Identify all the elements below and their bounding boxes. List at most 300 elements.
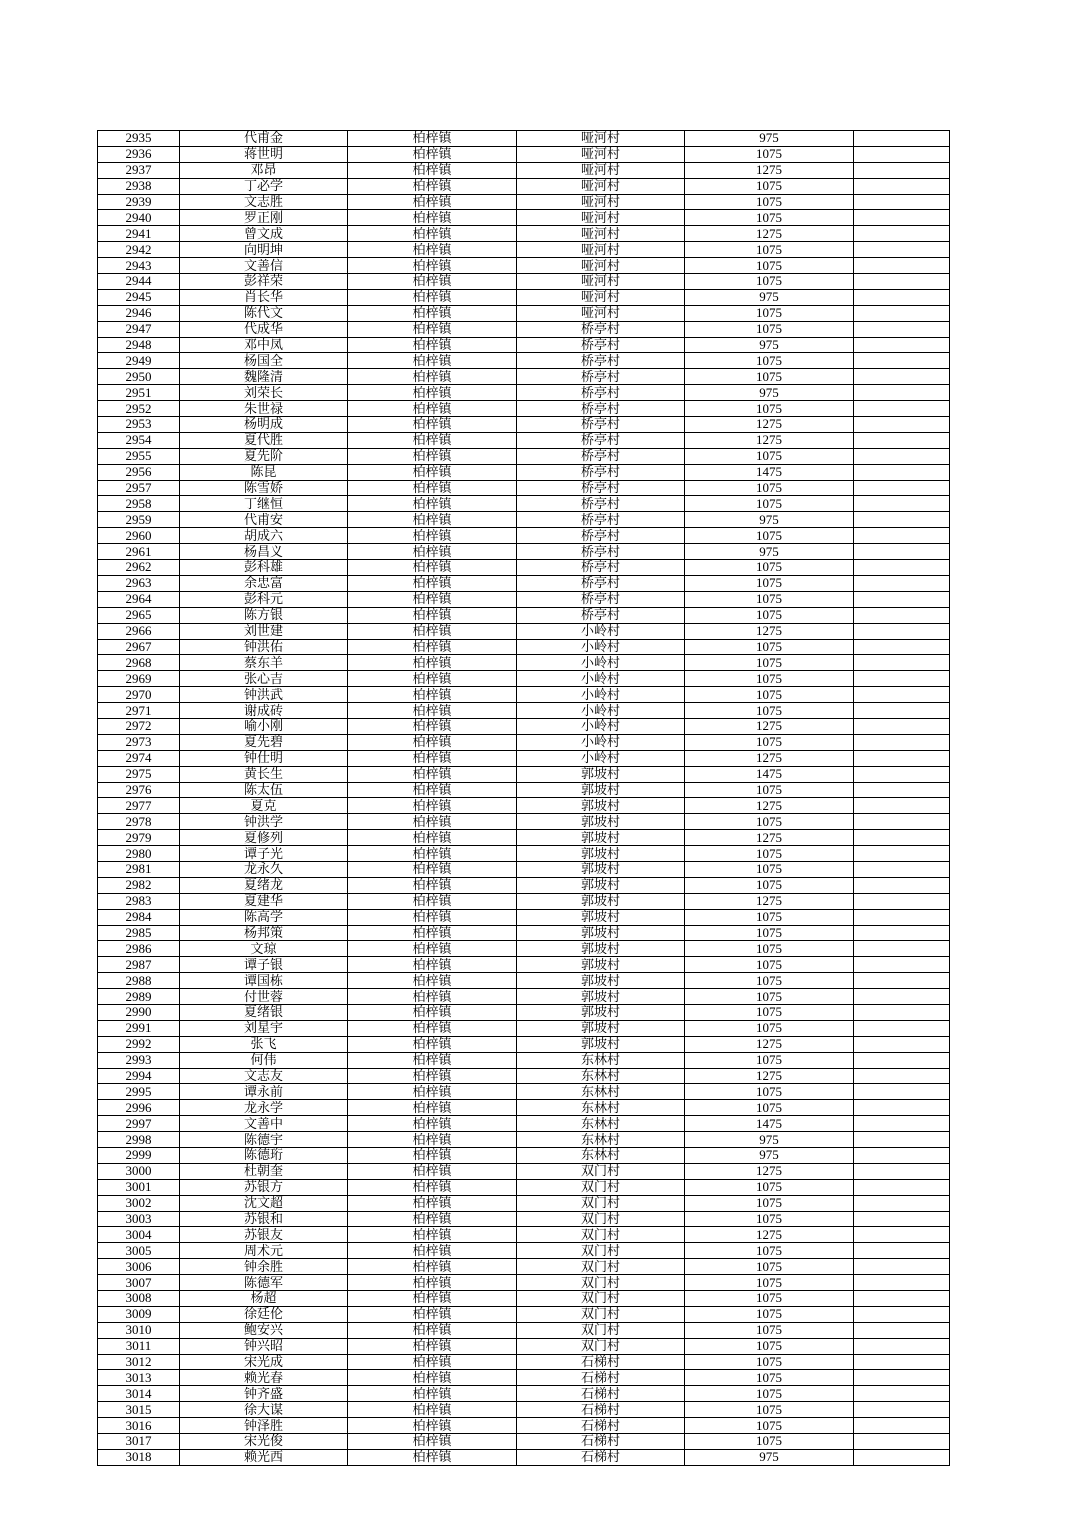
village-cell: 桥亭村	[517, 480, 685, 496]
row-number-cell: 2947	[98, 321, 180, 337]
table-row	[98, 1243, 950, 1259]
village-cell: 郭坡村	[517, 925, 685, 941]
remark-cell	[854, 1322, 950, 1338]
village-cell: 郭坡村	[517, 830, 685, 846]
row-number-cell: 2961	[98, 544, 180, 560]
table-row	[98, 925, 950, 941]
row-number-cell: 2993	[98, 1052, 180, 1068]
row-number-cell: 2992	[98, 1036, 180, 1052]
remark-cell	[854, 1052, 950, 1068]
town-cell: 柏梓镇	[348, 861, 517, 877]
remark-cell	[854, 512, 950, 528]
remark-cell	[854, 464, 950, 480]
remark-cell	[854, 353, 950, 369]
row-number-cell: 2966	[98, 623, 180, 639]
row-number-cell: 2980	[98, 846, 180, 862]
amount-cell: 1275	[685, 1068, 854, 1084]
row-number-cell: 2962	[98, 560, 180, 576]
amount-cell: 1075	[685, 305, 854, 321]
name-cell: 陈高学	[180, 909, 348, 925]
row-number-cell: 3008	[98, 1291, 180, 1307]
row-number-cell: 2954	[98, 432, 180, 448]
village-cell: 双门村	[517, 1338, 685, 1354]
amount-cell: 1275	[685, 893, 854, 909]
name-cell: 谭子银	[180, 957, 348, 973]
table-row	[98, 321, 950, 337]
remark-cell	[854, 194, 950, 210]
name-cell: 代甫金	[180, 131, 348, 147]
row-number-cell: 2940	[98, 210, 180, 226]
amount-cell: 1075	[685, 274, 854, 290]
village-cell: 哑河村	[517, 258, 685, 274]
remark-cell	[854, 1020, 950, 1036]
row-number-cell: 2952	[98, 401, 180, 417]
table-row	[98, 1116, 950, 1132]
name-cell: 苏银和	[180, 1211, 348, 1227]
table-row	[98, 544, 950, 560]
village-cell: 桥亭村	[517, 464, 685, 480]
town-cell: 柏梓镇	[348, 1227, 517, 1243]
village-cell: 桥亭村	[517, 496, 685, 512]
remark-cell	[854, 623, 950, 639]
village-cell: 桥亭村	[517, 448, 685, 464]
amount-cell: 1075	[685, 575, 854, 591]
row-number-cell: 2975	[98, 766, 180, 782]
remark-cell	[854, 305, 950, 321]
remark-cell	[854, 1084, 950, 1100]
row-number-cell: 3015	[98, 1402, 180, 1418]
name-cell: 夏代胜	[180, 432, 348, 448]
table-row	[98, 1020, 950, 1036]
table-row	[98, 687, 950, 703]
table-row	[98, 512, 950, 528]
village-cell: 小岭村	[517, 671, 685, 687]
table-row	[98, 353, 950, 369]
village-cell: 石梯村	[517, 1434, 685, 1450]
row-number-cell: 2999	[98, 1148, 180, 1164]
village-cell: 双门村	[517, 1306, 685, 1322]
table-row	[98, 1338, 950, 1354]
amount-cell: 1475	[685, 464, 854, 480]
amount-cell: 1075	[685, 846, 854, 862]
amount-cell: 1075	[685, 1275, 854, 1291]
table-row	[98, 432, 950, 448]
town-cell: 柏梓镇	[348, 1211, 517, 1227]
name-cell: 文善中	[180, 1116, 348, 1132]
town-cell: 柏梓镇	[348, 703, 517, 719]
village-cell: 哑河村	[517, 131, 685, 147]
name-cell: 付世蓉	[180, 989, 348, 1005]
row-number-cell: 2976	[98, 782, 180, 798]
name-cell: 曾文成	[180, 226, 348, 242]
remark-cell	[854, 846, 950, 862]
name-cell: 肖长华	[180, 289, 348, 305]
town-cell: 柏梓镇	[348, 1338, 517, 1354]
amount-cell: 1275	[685, 798, 854, 814]
row-number-cell: 2987	[98, 957, 180, 973]
town-cell: 柏梓镇	[348, 1116, 517, 1132]
table-row	[98, 1084, 950, 1100]
village-cell: 双门村	[517, 1227, 685, 1243]
table-row	[98, 1291, 950, 1307]
town-cell: 柏梓镇	[348, 925, 517, 941]
name-cell: 张飞	[180, 1036, 348, 1052]
remark-cell	[854, 718, 950, 734]
table-row	[98, 591, 950, 607]
remark-cell	[854, 369, 950, 385]
row-number-cell: 2958	[98, 496, 180, 512]
remark-cell	[854, 1132, 950, 1148]
row-number-cell: 2997	[98, 1116, 180, 1132]
remark-cell	[854, 909, 950, 925]
town-cell: 柏梓镇	[348, 353, 517, 369]
name-cell: 黄长生	[180, 766, 348, 782]
row-number-cell: 2971	[98, 703, 180, 719]
village-cell: 郭坡村	[517, 766, 685, 782]
amount-cell: 1075	[685, 401, 854, 417]
table-row	[98, 1004, 950, 1020]
village-cell: 桥亭村	[517, 512, 685, 528]
village-cell: 小岭村	[517, 734, 685, 750]
remark-cell	[854, 830, 950, 846]
village-cell: 桥亭村	[517, 591, 685, 607]
remark-cell	[854, 1243, 950, 1259]
village-cell: 东林村	[517, 1132, 685, 1148]
remark-cell	[854, 1100, 950, 1116]
amount-cell: 1075	[685, 1259, 854, 1275]
village-cell: 哑河村	[517, 226, 685, 242]
name-cell: 赖光春	[180, 1370, 348, 1386]
row-number-cell: 3003	[98, 1211, 180, 1227]
remark-cell	[854, 1354, 950, 1370]
table-row	[98, 607, 950, 623]
remark-cell	[854, 750, 950, 766]
amount-cell: 1075	[685, 782, 854, 798]
name-cell: 赖光西	[180, 1449, 348, 1465]
town-cell: 柏梓镇	[348, 448, 517, 464]
table-row	[98, 146, 950, 162]
remark-cell	[854, 1275, 950, 1291]
row-number-cell: 2937	[98, 162, 180, 178]
row-number-cell: 2983	[98, 893, 180, 909]
name-cell: 钟齐盛	[180, 1386, 348, 1402]
name-cell: 夏修列	[180, 830, 348, 846]
name-cell: 杨明成	[180, 417, 348, 433]
row-number-cell: 2959	[98, 512, 180, 528]
row-number-cell: 2989	[98, 989, 180, 1005]
table-row	[98, 766, 950, 782]
table-row	[98, 1434, 950, 1450]
town-cell: 柏梓镇	[348, 973, 517, 989]
table-row	[98, 1322, 950, 1338]
town-cell: 柏梓镇	[348, 909, 517, 925]
amount-cell: 1075	[685, 178, 854, 194]
remark-cell	[854, 226, 950, 242]
village-cell: 小岭村	[517, 639, 685, 655]
village-cell: 郭坡村	[517, 909, 685, 925]
name-cell: 宋光成	[180, 1354, 348, 1370]
remark-cell	[854, 1036, 950, 1052]
remark-cell	[854, 1116, 950, 1132]
town-cell: 柏梓镇	[348, 1291, 517, 1307]
row-number-cell: 2935	[98, 131, 180, 147]
town-cell: 柏梓镇	[348, 178, 517, 194]
village-cell: 石梯村	[517, 1449, 685, 1465]
remark-cell	[854, 258, 950, 274]
row-number-cell: 3011	[98, 1338, 180, 1354]
town-cell: 柏梓镇	[348, 814, 517, 830]
name-cell: 丁必学	[180, 178, 348, 194]
name-cell: 罗正刚	[180, 210, 348, 226]
town-cell: 柏梓镇	[348, 1402, 517, 1418]
town-cell: 柏梓镇	[348, 734, 517, 750]
village-cell: 郭坡村	[517, 1004, 685, 1020]
village-cell: 东林村	[517, 1100, 685, 1116]
table-row	[98, 861, 950, 877]
village-cell: 哑河村	[517, 274, 685, 290]
village-cell: 哑河村	[517, 178, 685, 194]
town-cell: 柏梓镇	[348, 1449, 517, 1465]
table-row	[98, 480, 950, 496]
remark-cell	[854, 560, 950, 576]
row-number-cell: 2948	[98, 337, 180, 353]
table-row	[98, 639, 950, 655]
village-cell: 小岭村	[517, 623, 685, 639]
name-cell: 杨超	[180, 1291, 348, 1307]
amount-cell: 1075	[685, 194, 854, 210]
town-cell: 柏梓镇	[348, 146, 517, 162]
remark-cell	[854, 1227, 950, 1243]
remark-cell	[854, 782, 950, 798]
town-cell: 柏梓镇	[348, 687, 517, 703]
remark-cell	[854, 432, 950, 448]
town-cell: 柏梓镇	[348, 1132, 517, 1148]
town-cell: 柏梓镇	[348, 782, 517, 798]
name-cell: 沈文超	[180, 1195, 348, 1211]
row-number-cell: 2995	[98, 1084, 180, 1100]
town-cell: 柏梓镇	[348, 623, 517, 639]
name-cell: 朱世禄	[180, 401, 348, 417]
village-cell: 东林村	[517, 1148, 685, 1164]
remark-cell	[854, 607, 950, 623]
village-cell: 石梯村	[517, 1386, 685, 1402]
table-row	[98, 274, 950, 290]
remark-cell	[854, 575, 950, 591]
table-row	[98, 830, 950, 846]
row-number-cell: 2990	[98, 1004, 180, 1020]
name-cell: 陈昆	[180, 464, 348, 480]
amount-cell: 1275	[685, 830, 854, 846]
village-cell: 哑河村	[517, 305, 685, 321]
town-cell: 柏梓镇	[348, 162, 517, 178]
amount-cell: 1075	[685, 1322, 854, 1338]
village-cell: 郭坡村	[517, 798, 685, 814]
village-cell: 双门村	[517, 1291, 685, 1307]
remark-cell	[854, 671, 950, 687]
row-number-cell: 2965	[98, 607, 180, 623]
amount-cell: 1075	[685, 258, 854, 274]
remark-cell	[854, 1306, 950, 1322]
amount-cell: 975	[685, 512, 854, 528]
remark-cell	[854, 1386, 950, 1402]
table-row	[98, 1418, 950, 1434]
town-cell: 柏梓镇	[348, 226, 517, 242]
row-number-cell: 3014	[98, 1386, 180, 1402]
village-cell: 郭坡村	[517, 989, 685, 1005]
name-cell: 陈方银	[180, 607, 348, 623]
amount-cell: 1075	[685, 655, 854, 671]
town-cell: 柏梓镇	[348, 1148, 517, 1164]
amount-cell: 1075	[685, 1434, 854, 1450]
amount-cell: 1075	[685, 448, 854, 464]
row-number-cell: 2939	[98, 194, 180, 210]
remark-cell	[854, 1068, 950, 1084]
amount-cell: 1075	[685, 1338, 854, 1354]
name-cell: 徐大谋	[180, 1402, 348, 1418]
town-cell: 柏梓镇	[348, 893, 517, 909]
town-cell: 柏梓镇	[348, 480, 517, 496]
amount-cell: 1075	[685, 1402, 854, 1418]
town-cell: 柏梓镇	[348, 1163, 517, 1179]
name-cell: 夏先阶	[180, 448, 348, 464]
amount-cell: 1475	[685, 766, 854, 782]
amount-cell: 1075	[685, 146, 854, 162]
name-cell: 夏绪银	[180, 1004, 348, 1020]
remark-cell	[854, 385, 950, 401]
remark-cell	[854, 1004, 950, 1020]
name-cell: 夏先碧	[180, 734, 348, 750]
village-cell: 东林村	[517, 1084, 685, 1100]
town-cell: 柏梓镇	[348, 432, 517, 448]
amount-cell: 1075	[685, 1052, 854, 1068]
table-row	[98, 1163, 950, 1179]
remark-cell	[854, 766, 950, 782]
remark-cell	[854, 973, 950, 989]
amount-cell: 1075	[685, 639, 854, 655]
table-row	[98, 703, 950, 719]
row-number-cell: 3016	[98, 1418, 180, 1434]
row-number-cell: 3004	[98, 1227, 180, 1243]
amount-cell: 1075	[685, 353, 854, 369]
amount-cell: 1075	[685, 861, 854, 877]
name-cell: 陈德军	[180, 1275, 348, 1291]
town-cell: 柏梓镇	[348, 321, 517, 337]
table-row	[98, 909, 950, 925]
row-number-cell: 2984	[98, 909, 180, 925]
town-cell: 柏梓镇	[348, 464, 517, 480]
name-cell: 陈德宇	[180, 1132, 348, 1148]
amount-cell: 1075	[685, 1243, 854, 1259]
remark-cell	[854, 989, 950, 1005]
name-cell: 钟兴昭	[180, 1338, 348, 1354]
village-cell: 郭坡村	[517, 1036, 685, 1052]
remark-cell	[854, 925, 950, 941]
village-cell: 哑河村	[517, 289, 685, 305]
town-cell: 柏梓镇	[348, 544, 517, 560]
amount-cell: 1075	[685, 1418, 854, 1434]
remark-cell	[854, 814, 950, 830]
table-row	[98, 973, 950, 989]
amount-cell: 975	[685, 1132, 854, 1148]
village-cell: 郭坡村	[517, 814, 685, 830]
remark-cell	[854, 1148, 950, 1164]
name-cell: 蔡东羊	[180, 655, 348, 671]
remark-cell	[854, 417, 950, 433]
row-number-cell: 3017	[98, 1434, 180, 1450]
remark-cell	[854, 289, 950, 305]
village-cell: 石梯村	[517, 1354, 685, 1370]
town-cell: 柏梓镇	[348, 655, 517, 671]
table-row	[98, 1386, 950, 1402]
name-cell: 丁继恒	[180, 496, 348, 512]
village-cell: 哑河村	[517, 242, 685, 258]
town-cell: 柏梓镇	[348, 846, 517, 862]
amount-cell: 1275	[685, 226, 854, 242]
table-row	[98, 1306, 950, 1322]
name-cell: 宋光俊	[180, 1434, 348, 1450]
town-cell: 柏梓镇	[348, 1386, 517, 1402]
name-cell: 夏绪龙	[180, 877, 348, 893]
village-cell: 桥亭村	[517, 401, 685, 417]
row-number-cell: 2942	[98, 242, 180, 258]
remark-cell	[854, 1338, 950, 1354]
remark-cell	[854, 401, 950, 417]
table-row	[98, 718, 950, 734]
town-cell: 柏梓镇	[348, 1195, 517, 1211]
table-row	[98, 560, 950, 576]
amount-cell: 1075	[685, 1370, 854, 1386]
row-number-cell: 2945	[98, 289, 180, 305]
row-number-cell: 2964	[98, 591, 180, 607]
name-cell: 胡成六	[180, 528, 348, 544]
row-number-cell: 2957	[98, 480, 180, 496]
town-cell: 柏梓镇	[348, 512, 517, 528]
name-cell: 夏克	[180, 798, 348, 814]
table-row	[98, 258, 950, 274]
village-cell: 双门村	[517, 1259, 685, 1275]
name-cell: 钟洪武	[180, 687, 348, 703]
table-row	[98, 1402, 950, 1418]
name-cell: 徐廷伦	[180, 1306, 348, 1322]
row-number-cell: 3012	[98, 1354, 180, 1370]
remark-cell	[854, 1179, 950, 1195]
remark-cell	[854, 1370, 950, 1386]
town-cell: 柏梓镇	[348, 1004, 517, 1020]
table-row	[98, 242, 950, 258]
amount-cell: 1275	[685, 1227, 854, 1243]
table-row	[98, 385, 950, 401]
remark-cell	[854, 178, 950, 194]
name-cell: 钟洪佑	[180, 639, 348, 655]
name-cell: 杜朝奎	[180, 1163, 348, 1179]
row-number-cell: 2953	[98, 417, 180, 433]
table-row	[98, 671, 950, 687]
table-row	[98, 623, 950, 639]
amount-cell: 1275	[685, 1163, 854, 1179]
remark-cell	[854, 1163, 950, 1179]
name-cell: 钟余胜	[180, 1259, 348, 1275]
village-cell: 哑河村	[517, 162, 685, 178]
village-cell: 双门村	[517, 1322, 685, 1338]
village-cell: 郭坡村	[517, 1020, 685, 1036]
town-cell: 柏梓镇	[348, 1322, 517, 1338]
amount-cell: 975	[685, 544, 854, 560]
table-row	[98, 528, 950, 544]
name-cell: 刘荣长	[180, 385, 348, 401]
amount-cell: 1075	[685, 941, 854, 957]
remark-cell	[854, 210, 950, 226]
town-cell: 柏梓镇	[348, 989, 517, 1005]
